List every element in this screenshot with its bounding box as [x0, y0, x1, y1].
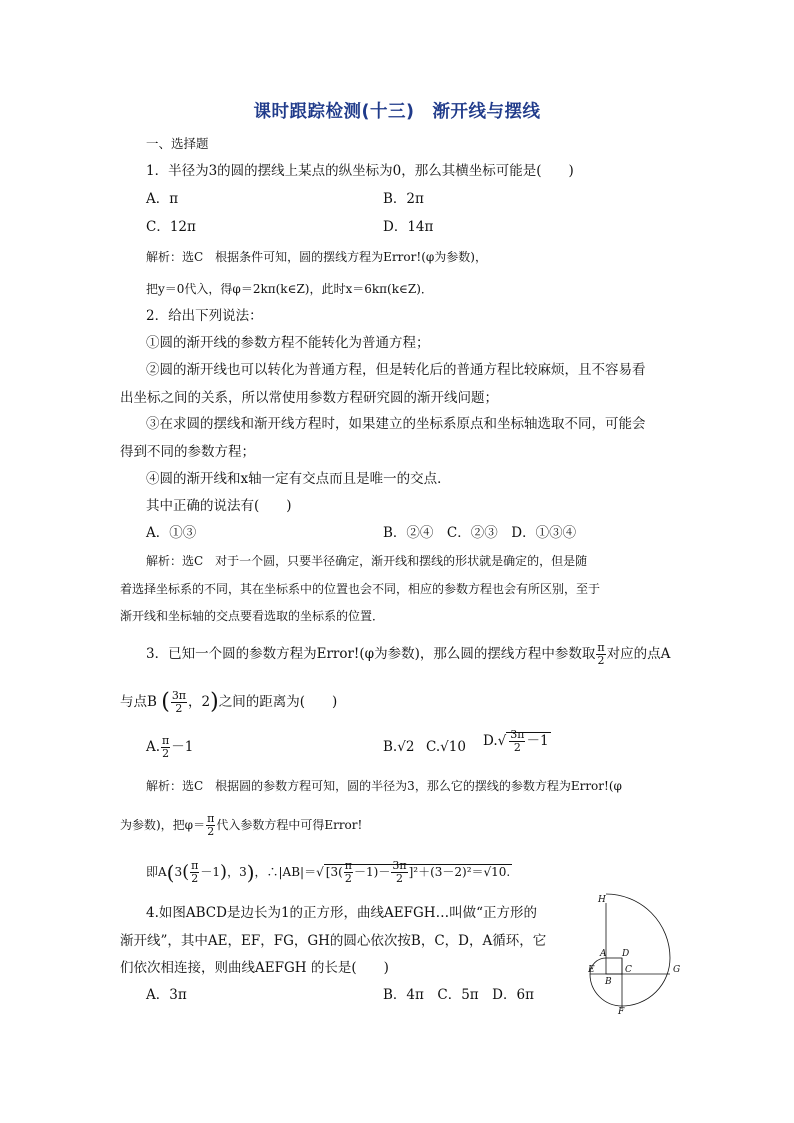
label-h: H: [598, 895, 606, 905]
q2-solution-line1: 解析：选C 对于一个圆，只要半径确定，渐开线和摆线的形状就是确定的，但是随: [146, 554, 588, 568]
q3-fraction-pi-over-2: $\frac{\pi}{2}$: [597, 641, 605, 667]
q2-options-bcd: B．②④ C．②③ D．①③④: [383, 525, 577, 541]
q4-line3: 们依次相连接，则曲线AEFGH 的长是( ): [120, 960, 389, 976]
q3-option-b: B.√2: [383, 739, 415, 755]
q1-option-b: B．2π: [383, 191, 424, 207]
q1-stem: 1．半径为3的圆的摆线上某点的纵坐标为0，那么其横坐标可能是( ): [146, 163, 574, 179]
square-abcd: [606, 958, 622, 974]
q4-line1: 4.如图ABCD是边长为1的正方形，曲线AEFGH…叫做“正方形的: [146, 905, 537, 921]
q1-solution-line2: 把y＝0代入，得φ＝2kπ(k∈Z)，此时x＝6kπ(k∈Z)．: [146, 282, 433, 296]
q1-option-a: A．π: [146, 191, 179, 207]
q2-solution-line2: 着选择坐标系的不同，其在坐标系中的位置也会不同，相应的参数方程也会有所区别，至于: [120, 582, 601, 596]
arc-gh: [606, 894, 670, 958]
q3-fraction-3pi-over-2: $\frac{3\pi}{2}$: [171, 689, 187, 715]
q2-statement-2b: 出坐标之间的关系，所以常使用参数方程研究圆的渐开线问题；: [120, 390, 498, 406]
label-f: F: [618, 1007, 625, 1015]
q4-options-bcd: B．4π C．5π D．6π: [383, 987, 534, 1003]
q2-ask: 其中正确的说法有( ): [146, 498, 292, 514]
square-involute-figure: [588, 893, 688, 1015]
label-a: A: [600, 949, 607, 959]
q2-statement-3b: 得到不同的参数方程；: [120, 444, 255, 460]
q4-option-a: A．3π: [146, 987, 187, 1003]
q3-solution-line1: 解析：选C 根据圆的参数方程可知，圆的半径为3，那么它的摆线的参数方程为Error!(φ: [146, 779, 622, 793]
label-c: C: [625, 965, 632, 975]
q2-statement-4: ④圆的渐开线和x轴一定有交点而且是唯一的交点．: [146, 471, 451, 487]
q4-line2: 渐开线”，其中AE，EF，FG，GH的圆心依次按B，C，D，A循环，它: [120, 933, 547, 949]
label-g: G: [673, 965, 681, 975]
q3-line2: 与点B ( $\frac{3\pi}{2}$ ，2)之间的距离为( ): [120, 689, 338, 715]
section-heading: 一、选择题: [146, 136, 209, 151]
q2-statement-1: ①圆的渐开线的参数方程不能转化为普通方程；: [146, 335, 430, 351]
q3-stem-text-end: 对应的点A: [606, 646, 671, 662]
label-d: D: [622, 949, 630, 959]
q3-stem: [146, 642, 670, 667]
q1-option-d: D．14π: [383, 219, 434, 235]
q3-solution-line2: 为参数)，把φ＝ $\frac{\pi}{2}$ 代入参数方程中可得Error!: [120, 812, 363, 838]
q3-solution-line3: 即A(3( $\frac{\pi}{2}$ －1)，3)，∴|AB|＝√ [3( $\frac{\pi}{2}$ －1)－ $\frac{3\pi}{2}$ ]²＋(3－2)²＝√10.: [146, 859, 511, 885]
q1-option-c: C．12π: [146, 219, 196, 235]
q3-option-c: C.√10: [426, 739, 466, 755]
q2-solution-line3: 渐开线和坐标轴的交点要看选取的坐标系的位置．: [120, 609, 385, 623]
q3-option-d: D.√ $\frac{3\pi}{2}$ －1: [483, 728, 549, 754]
label-b: B: [605, 977, 612, 987]
q1-solution-line1: 解析：选C 根据条件可知，圆的摆线方程为Error!(φ为参数)，: [146, 250, 487, 264]
q3-stem-text: 3．已知一个圆的参数方程为Error!(φ为参数)，那么圆的摆线方程中参数取: [146, 646, 596, 662]
q2-option-a: A．①③: [146, 525, 197, 541]
label-e: E: [588, 965, 595, 975]
q2-statement-2a: ②圆的渐开线也可以转化为普通方程，但是转化后的普通方程比较麻烦，且不容易看: [146, 362, 646, 378]
page-title: 课时跟踪检测(十三) 渐开线与摆线: [253, 102, 541, 122]
q3-option-a: A. $\frac{\pi}{2}$ －1: [146, 734, 194, 760]
q2-stem: 2．给出下列说法：: [146, 308, 263, 324]
q2-statement-3a: ③在求圆的摆线和渐开线方程时，如果建立的坐标系原点和坐标轴选取不同，可能会: [146, 416, 646, 432]
